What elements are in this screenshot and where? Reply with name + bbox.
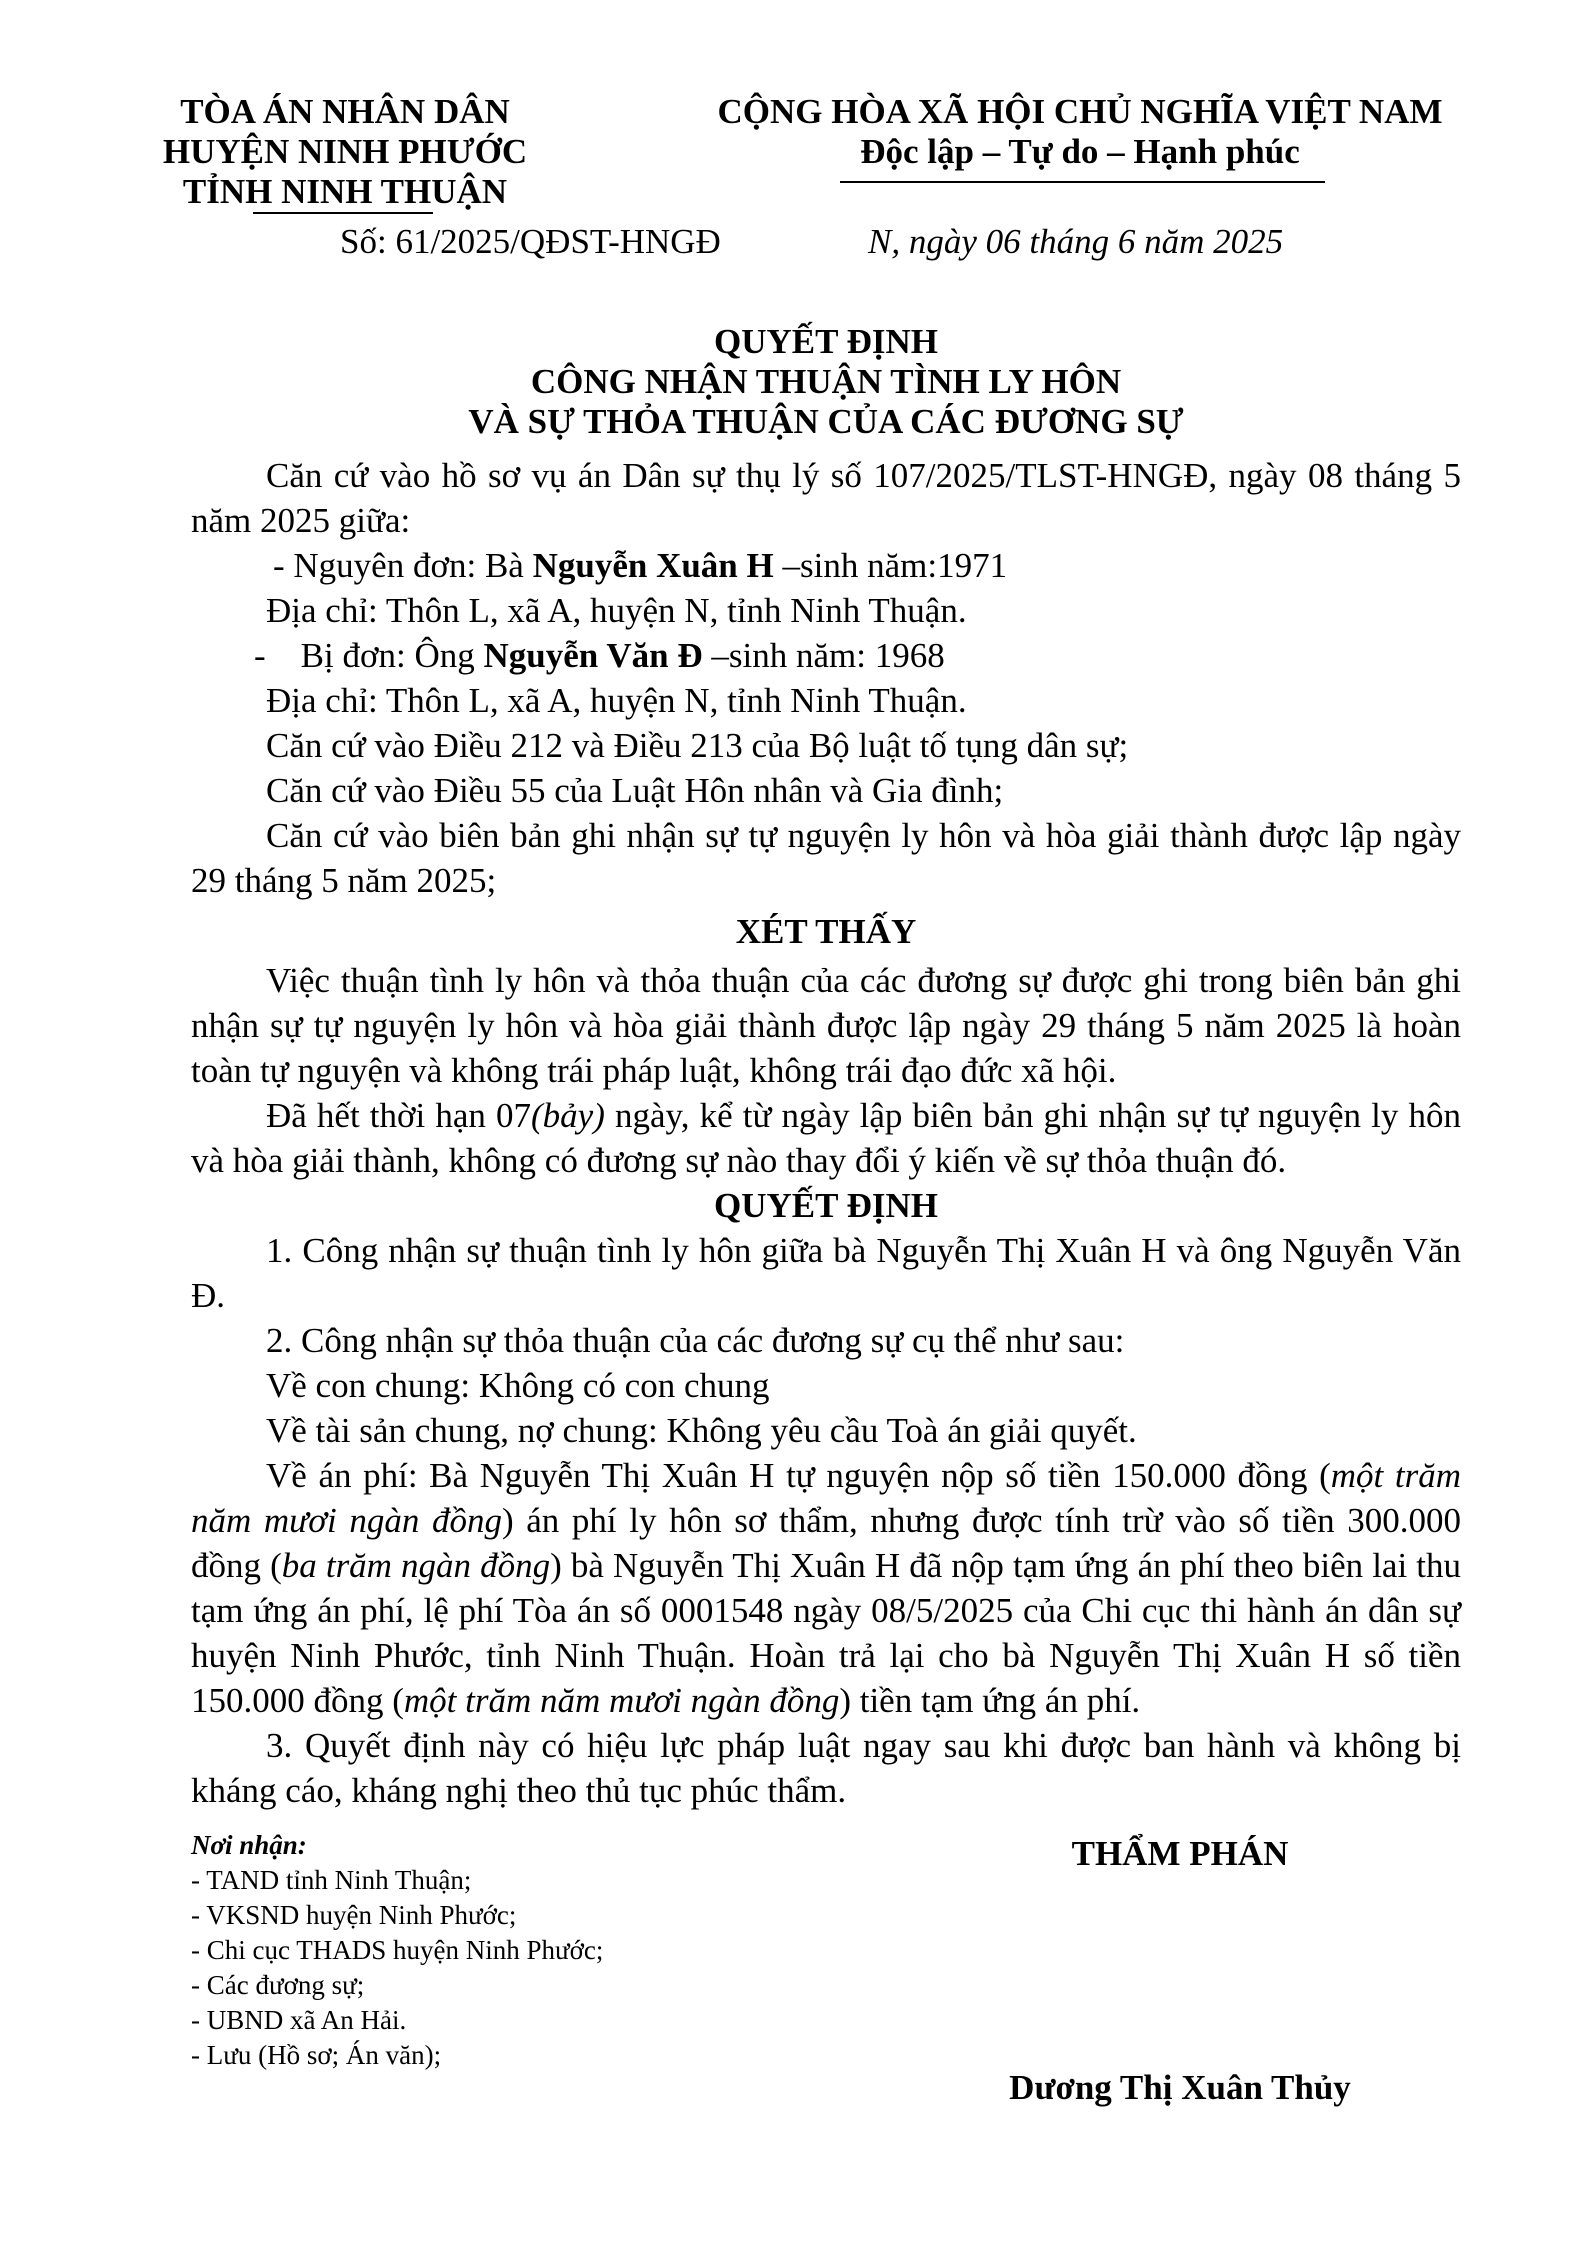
fee-text-2: ) án phí ly hôn sơ thẩm, nhưng được tính trừ vào số tiền 300.000 đồng ( bbox=[191, 1501, 1461, 1585]
findings-para-2-italic: (bảy) bbox=[531, 1096, 605, 1135]
decision-item-2: 2. Công nhận sự thỏa thuận của các đương sự cụ thể như sau: bbox=[266, 1321, 1125, 1360]
findings-para-2 bbox=[191, 1093, 1461, 1183]
signature-title: THẨM PHÁN bbox=[1071, 1834, 1289, 1873]
case-file-basis: Căn cứ vào hồ sơ vụ án Dân sự thụ lý số 107/2025/TLST-HNGĐ, ngày 08 tháng 5 năm 2025 giữa: bbox=[191, 456, 1461, 540]
document-title bbox=[191, 322, 1461, 442]
plaintiff-name: Nguyễn Xuân H bbox=[532, 546, 774, 585]
defendant-prefix: - Bị đơn: Ông bbox=[254, 636, 484, 675]
decision-item-3: 3. Quyết định này có hiệu lực pháp luật ngay sau khi được ban hành và không bị kháng cáo, kháng nghị theo thủ tục phúc thẩm. bbox=[191, 1726, 1461, 1810]
findings-para-1: Việc thuận tình ly hôn và thỏa thuận của các đương sự được ghi trong biên bản ghi nhận sự tự nguyện ly hôn và hòa giải thành được lập ngày 29 tháng 5 năm 2025 là hoàn toàn tự nguyện và không trái pháp luật, không trái đạo đức xã hội. bbox=[191, 961, 1461, 1090]
recipients-block bbox=[191, 1828, 603, 2073]
fee-italic-3: một trăm năm mươi ngàn đồng bbox=[403, 1681, 840, 1720]
findings-para-2-end: ngày, kể từ ngày lập biên bản ghi nhận sự tự nguyện ly hôn và hòa giải thành, không có đương sự nào thay đổi ý kiến về sự thỏa thuận đó. bbox=[191, 1096, 1461, 1180]
decision-item-1: 1. Công nhận sự thuận tình ly hôn giữa bà Nguyễn Thị Xuân H và ông Nguyễn Văn Đ. bbox=[191, 1231, 1461, 1315]
document-number: Số: 61/2025/QĐST-HNGĐ bbox=[340, 222, 721, 261]
defendant-name: Nguyễn Văn Đ bbox=[483, 636, 703, 675]
decision-heading: QUYẾT ĐỊNH bbox=[714, 1186, 938, 1225]
recipient-item: - Lưu (Hồ sơ; Án văn); bbox=[191, 2040, 442, 2070]
decision-assets: Về tài sản chung, nợ chung: Không yêu cầu Toà án giải quyết. bbox=[266, 1411, 1137, 1450]
plaintiff-birth: –sinh năm:1971 bbox=[773, 546, 1008, 585]
fee-text-3: ) bà Nguyễn Thị Xuân H đã nộp tạm ứng án phí theo biên lai thu tạm ứng án phí, lệ phí Tòa án số 0001548 ngày 08/5/2025 của Chi cục thi hành án dân sự huyện Ninh Phước, tỉnh Ninh Thuận. Hoàn trả lại cho bà Nguyễn Thị Xuân H số tiền 150.000 đồng ( bbox=[191, 1546, 1462, 1720]
recipient-item: - Các đương sự; bbox=[191, 1970, 365, 2000]
motto: Độc lập – Tự do – Hạnh phúc bbox=[860, 132, 1300, 171]
defendant-birth: –sinh năm: 1968 bbox=[702, 636, 945, 675]
defendant-address: Địa chỉ: Thôn L, xã A, huyện N, tỉnh Ninh Thuận. bbox=[266, 681, 967, 720]
fee-italic-2: ba trăm ngàn đồng bbox=[281, 1546, 551, 1585]
court-line-1: TÒA ÁN NHÂN DÂN bbox=[180, 92, 510, 131]
court-name bbox=[150, 92, 540, 212]
recipient-item: - TAND tỉnh Ninh Thuận; bbox=[191, 1865, 472, 1895]
title-line-1: QUYẾT ĐỊNH bbox=[714, 322, 938, 361]
plaintiff-address: Địa chỉ: Thôn L, xã A, huyện N, tỉnh Ninh Thuận. bbox=[266, 591, 967, 630]
legal-basis-2: Căn cứ vào Điều 55 của Luật Hôn nhân và Gia đình; bbox=[266, 771, 1004, 810]
court-underline bbox=[253, 212, 433, 214]
fee-italic-1: một trăm năm mươi ngàn đồng bbox=[191, 1456, 1462, 1540]
motto-underline bbox=[840, 181, 1325, 183]
judge-name: Dương Thị Xuân Thủy bbox=[1009, 2068, 1351, 2107]
recipient-item: - UBND xã An Hải. bbox=[191, 2005, 407, 2035]
court-line-3: TỈNH NINH THUẬN bbox=[182, 172, 508, 211]
fee-text-4: ) tiền tạm ứng án phí. bbox=[839, 1681, 1141, 1720]
recipient-item: - Chi cục THADS huyện Ninh Phước; bbox=[191, 1935, 604, 1965]
plaintiff-prefix: - Nguyên đơn: Bà bbox=[273, 546, 533, 585]
plaintiff-line bbox=[191, 543, 1461, 588]
document-date: N, ngày 06 tháng 6 năm 2025 bbox=[868, 222, 1284, 261]
recipients-heading: Nơi nhận: bbox=[191, 1830, 307, 1860]
document-body bbox=[191, 453, 1461, 1813]
national-motto bbox=[700, 92, 1460, 172]
recipient-item: - VKSND huyện Ninh Phước; bbox=[191, 1900, 517, 1930]
legal-basis-1: Căn cứ vào Điều 212 và Điều 213 của Bộ luật tố tụng dân sự; bbox=[266, 726, 1129, 765]
title-line-2: CÔNG NHẬN THUẬN TÌNH LY HÔN bbox=[530, 362, 1122, 401]
fee-text-1: Về án phí: Bà Nguyễn Thị Xuân H tự nguyện nộp số tiền 150.000 đồng ( bbox=[266, 1456, 1331, 1495]
court-line-2: HUYỆN NINH PHƯỚC bbox=[162, 132, 528, 171]
decision-children: Về con chung: Không có con chung bbox=[266, 1366, 770, 1405]
findings-para-2-start: Đã hết thời hạn 07 bbox=[266, 1096, 531, 1135]
findings-heading: XÉT THẤY bbox=[735, 912, 917, 951]
title-line-3: VÀ SỰ THỎA THUẬN CỦA CÁC ĐƯƠNG SỰ bbox=[468, 402, 1184, 441]
legal-basis-3: Căn cứ vào biên bản ghi nhận sự tự nguyện ly hôn và hòa giải thành được lập ngày 29 tháng 5 năm 2025; bbox=[191, 816, 1461, 900]
defendant-line bbox=[191, 633, 1461, 678]
country-name: CỘNG HÒA XÃ HỘI CHỦ NGHĨA VIỆT NAM bbox=[717, 92, 1443, 131]
decision-court-fee bbox=[191, 1453, 1461, 1723]
